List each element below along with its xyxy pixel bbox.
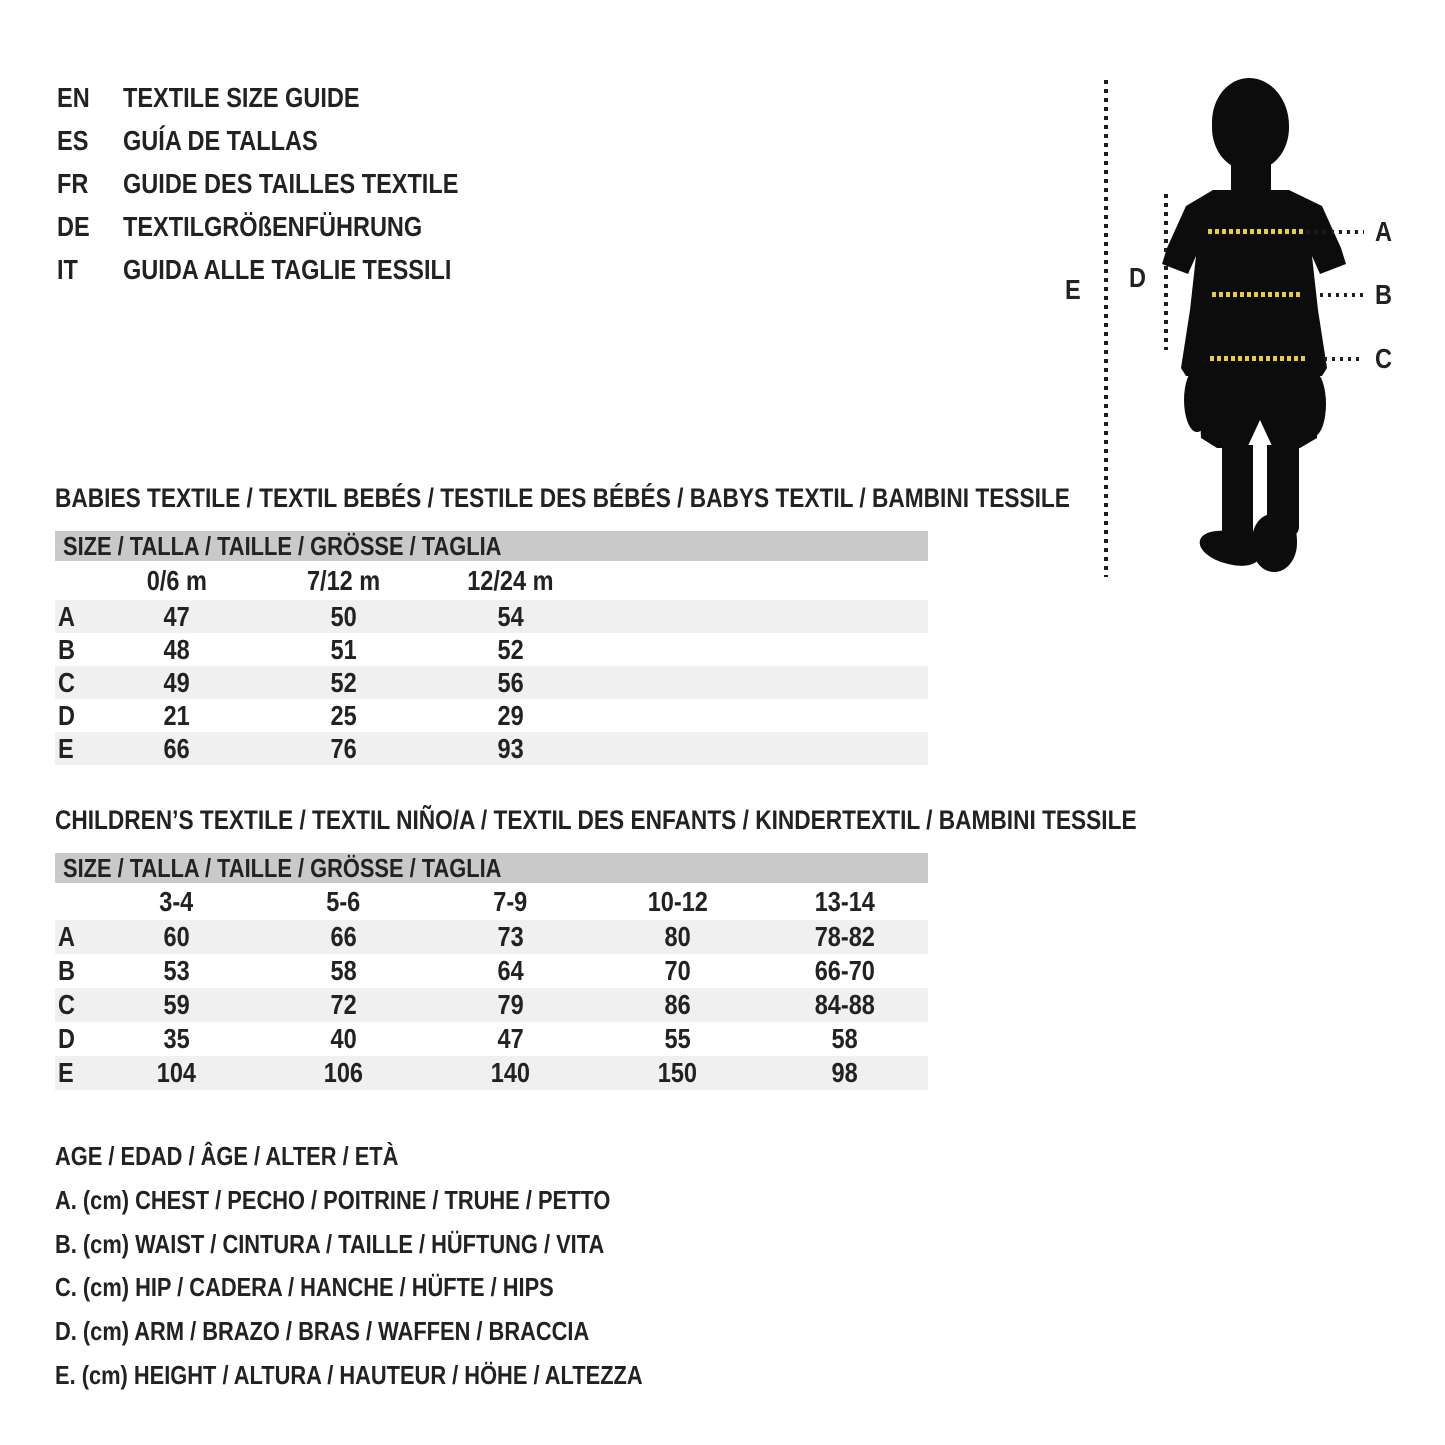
legend-line-height: E. (cm) HEIGHT / ALTURA / HAUTEUR / HÖHE / ALTEZZA xyxy=(55,1359,643,1390)
children-column-headers xyxy=(55,883,928,920)
table-cell: 29 xyxy=(497,699,524,731)
children-column-header: 10-12 xyxy=(647,885,708,917)
language-row-es xyxy=(57,119,522,162)
table-cell: 66 xyxy=(163,732,190,764)
table-cell: 79 xyxy=(497,989,524,1020)
row-label: E xyxy=(58,732,74,764)
table-cell: 48 xyxy=(163,633,190,665)
language-title: GUIDA ALLE TAGLIE TESSILI xyxy=(123,253,452,285)
babies-row-c xyxy=(55,666,928,699)
children-column-header: 7-9 xyxy=(493,885,528,917)
language-code: DE xyxy=(57,210,90,242)
children-column-header: 5-6 xyxy=(326,885,361,917)
silhouette-left-hand xyxy=(1184,368,1210,432)
table-cell: 66-70 xyxy=(814,955,875,986)
children-row-d xyxy=(55,1022,928,1056)
silhouette-right-hand xyxy=(1302,372,1326,436)
children-column-header: 13-14 xyxy=(814,885,875,917)
babies-column-headers xyxy=(55,561,928,600)
table-cell: 64 xyxy=(497,955,524,986)
silhouette-right-leg xyxy=(1267,445,1299,537)
row-label: D xyxy=(58,1023,75,1054)
language-code: ES xyxy=(57,124,89,156)
babies-column-header: 0/6 m xyxy=(146,564,207,596)
children-row-a xyxy=(55,920,928,954)
language-title: GUIDE DES TAILLES TEXTILE xyxy=(123,167,459,199)
language-title: GUÍA DE TALLAS xyxy=(123,124,318,156)
table-cell: 73 xyxy=(497,921,524,952)
babies-size-header-bar: SIZE / TALLA / TAILLE / GRÖSSE / TAGLIA xyxy=(55,531,928,561)
babies-table-title: BABIES TEXTILE / TEXTIL BEBÉS / TESTILE DES BÉBÉS / BABYS TEXTIL / BAMBINI TESSILE xyxy=(55,483,1070,513)
table-cell: 60 xyxy=(163,921,190,952)
table-cell: 84-88 xyxy=(814,989,875,1020)
children-row-e xyxy=(55,1056,928,1090)
table-cell: 98 xyxy=(831,1057,858,1088)
language-code: IT xyxy=(57,253,78,285)
table-cell: 52 xyxy=(497,633,524,665)
babies-row-a xyxy=(55,600,928,633)
row-label: B xyxy=(58,955,75,986)
language-title: TEXTILGRÖßENFÜHRUNG xyxy=(123,210,423,242)
hip-dot-line-c xyxy=(1324,357,1364,361)
table-cell: 54 xyxy=(497,600,524,632)
language-code: FR xyxy=(57,167,89,199)
silhouette-neck xyxy=(1231,148,1271,196)
table-cell: 80 xyxy=(664,921,691,952)
table-cell: 55 xyxy=(664,1023,691,1054)
table-cell: 104 xyxy=(156,1057,197,1088)
table-cell: 66 xyxy=(330,921,357,952)
table-cell: 58 xyxy=(330,955,357,986)
row-label: E xyxy=(58,1057,74,1088)
table-cell: 47 xyxy=(163,600,190,632)
legend-line-hip: C. (cm) HIP / CADERA / HANCHE / HÜFTE / HIPS xyxy=(55,1272,554,1303)
table-cell: 56 xyxy=(497,666,524,698)
silhouette-head xyxy=(1212,78,1289,170)
legend-line-age: AGE / EDAD / ÂGE / ALTER / ETÀ xyxy=(55,1141,399,1172)
babies-row-d xyxy=(55,699,928,732)
hip-dash-line-c xyxy=(1210,356,1305,361)
measurement-legend xyxy=(55,1135,755,1397)
measure-label-c: C xyxy=(1375,343,1392,374)
silhouette-right-shoe xyxy=(1252,514,1297,572)
children-row-b xyxy=(55,954,928,988)
silhouette-shirt xyxy=(1155,188,1350,380)
language-row-it xyxy=(57,248,522,291)
row-label: B xyxy=(58,633,75,665)
children-table-title: CHILDREN’S TEXTILE / TEXTIL NIÑO/A / TEXTIL DES ENFANTS / KINDERTEXTIL / BAMBINI TESSILE xyxy=(55,805,1137,835)
measure-label-b: B xyxy=(1375,279,1392,310)
chest-dash-line-a xyxy=(1208,229,1304,234)
children-column-header: 3-4 xyxy=(159,885,194,917)
language-header xyxy=(57,76,522,291)
waist-dot-line-b xyxy=(1320,293,1364,297)
babies-column-header: 7/12 m xyxy=(306,564,381,596)
language-code: EN xyxy=(57,81,90,113)
table-cell: 53 xyxy=(163,955,190,986)
language-row-de xyxy=(57,205,522,248)
measure-label-e: E xyxy=(1065,274,1081,305)
table-cell: 35 xyxy=(163,1023,190,1054)
table-cell: 49 xyxy=(163,666,190,698)
table-cell: 93 xyxy=(497,732,524,764)
legend-line-arm: D. (cm) ARM / BRAZO / BRAS / WAFFEN / BRACCIA xyxy=(55,1316,590,1347)
table-cell: 106 xyxy=(323,1057,364,1088)
row-label: A xyxy=(58,600,75,632)
waist-dash-line-b xyxy=(1212,292,1300,297)
language-row-fr xyxy=(57,162,522,205)
table-cell: 86 xyxy=(664,989,691,1020)
children-size-header-bar: SIZE / TALLA / TAILLE / GRÖSSE / TAGLIA xyxy=(55,853,928,883)
table-cell: 140 xyxy=(490,1057,531,1088)
children-table xyxy=(55,853,928,1090)
babies-column-header: 12/24 m xyxy=(467,564,554,596)
table-cell: 58 xyxy=(831,1023,858,1054)
row-label: C xyxy=(58,666,75,698)
babies-row-e xyxy=(55,732,928,765)
arm-measure-line-d xyxy=(1164,194,1168,350)
table-cell: 40 xyxy=(330,1023,357,1054)
babies-table xyxy=(55,531,928,765)
table-cell: 47 xyxy=(497,1023,524,1054)
table-cell: 52 xyxy=(330,666,357,698)
language-title: TEXTILE SIZE GUIDE xyxy=(123,81,360,113)
table-cell: 70 xyxy=(664,955,691,986)
row-label: D xyxy=(58,699,75,731)
row-label: A xyxy=(58,921,75,952)
table-cell: 59 xyxy=(163,989,190,1020)
row-label: C xyxy=(58,989,75,1020)
table-cell: 21 xyxy=(163,699,190,731)
legend-line-waist: B. (cm) WAIST / CINTURA / TAILLE / HÜFTUNG / VITA xyxy=(55,1228,605,1259)
table-cell: 76 xyxy=(330,732,357,764)
legend-line-chest: A. (cm) CHEST / PECHO / POITRINE / TRUHE / PETTO xyxy=(55,1185,611,1216)
table-cell: 78-82 xyxy=(814,921,875,952)
silhouette-shorts xyxy=(1196,366,1322,450)
table-cell: 72 xyxy=(330,989,357,1020)
silhouette-left-shoe xyxy=(1196,525,1264,571)
table-cell: 51 xyxy=(330,633,357,665)
language-row-en xyxy=(57,76,522,119)
table-cell: 50 xyxy=(330,600,357,632)
table-cell: 150 xyxy=(657,1057,698,1088)
children-row-c xyxy=(55,988,928,1022)
chest-dot-line-a xyxy=(1307,230,1364,234)
measure-label-d: D xyxy=(1129,262,1146,293)
babies-row-b xyxy=(55,633,928,666)
table-cell: 25 xyxy=(330,699,357,731)
measure-label-a: A xyxy=(1375,216,1392,247)
